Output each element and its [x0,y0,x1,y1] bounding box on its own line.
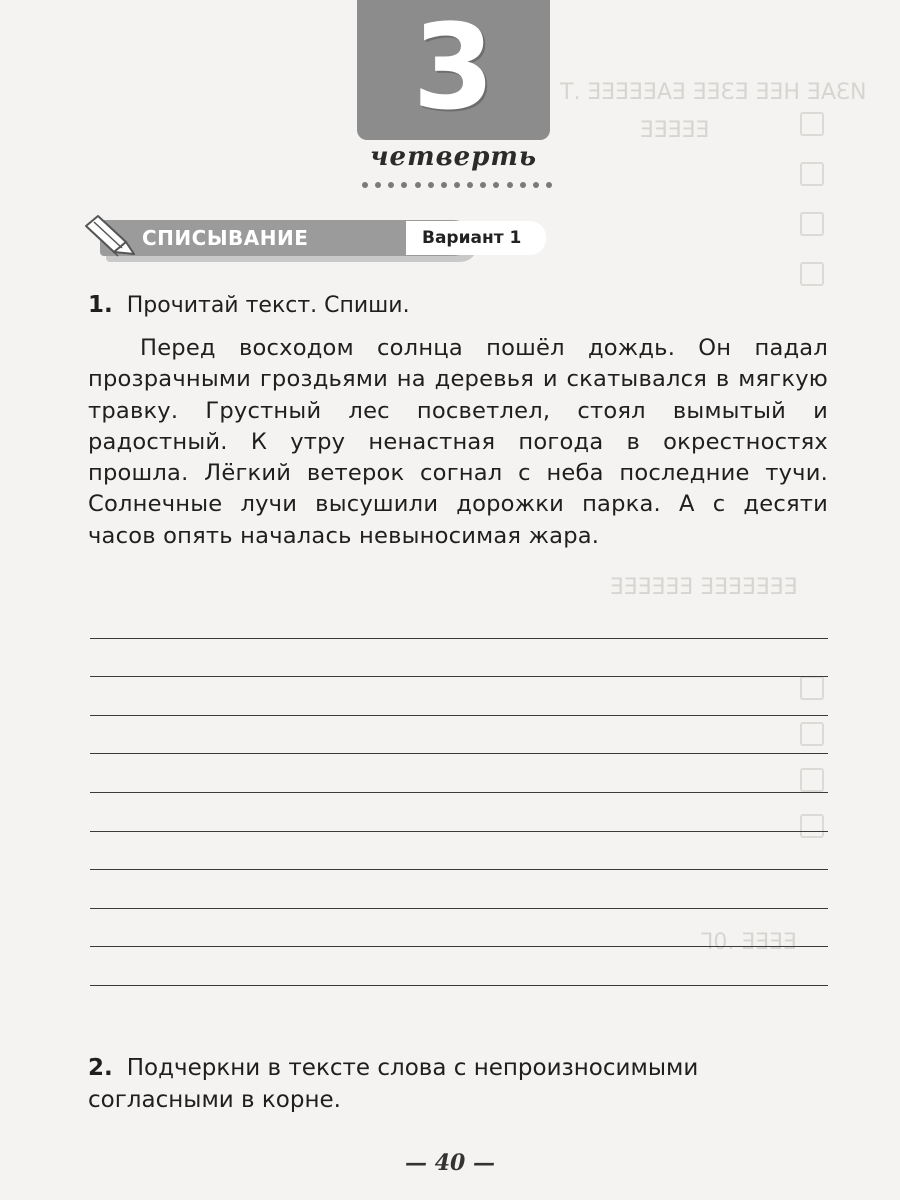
bleed-through-text: ЕЕЕЕЕЕЕ ЕЕЕЕЕЕ [610,575,798,600]
writing-lines[interactable] [90,600,828,986]
task-1 [88,290,828,321]
section-label: СПИСЫВАНИЕ [142,226,309,250]
task-instruction: Прочитай текст. Спиши. [126,293,410,318]
quarter-label: четверть [369,142,538,172]
bleed-through-checkbox [800,212,824,236]
writing-line[interactable] [90,677,828,716]
bleed-through-checkbox [800,162,824,186]
bleed-through-text: ЕЕЕЕЕ [640,118,710,143]
task-instruction: Подчеркни в тексте слова с непроизносимыми согласными в корне. [88,1055,699,1113]
writing-line[interactable] [90,639,828,678]
writing-line[interactable] [90,870,828,909]
quarter-badge [357,0,550,140]
task-number: 2. [88,1055,113,1081]
page-number: — 40 — [405,1150,495,1176]
bleed-through-checkbox [800,112,824,136]
pencil-icon [80,212,144,258]
bleed-through-text: ЕЕЕЕ .0Г [700,930,798,955]
decorative-dots [362,182,552,188]
section-banner [80,212,522,258]
bleed-through-text: ИЗАЕ НЕЕ ЕЗЕЕ ЕАЕЕЕЕЕ .Т [560,80,867,105]
writing-line[interactable] [90,716,828,755]
bleed-through-checkbox [800,262,824,286]
passage-text: Перед восходом солнца пошёл дождь. Он падал прозрачными гроздьями на деревья и скатывался в мягкую травку. Грустный лес посветлел, стоял вымытый и радостный. К утру ненастная погода в окрестностях прошла. Лёгкий ветерок согнал с неба последние тучи. Солнечные лучи высушили дорожки парка. А с десяти часов опять началась невыносимая жара. [88,335,828,549]
quarter-number: 3 [412,0,495,136]
task-2 [88,1052,828,1116]
writing-line[interactable] [90,947,828,986]
writing-line[interactable] [90,754,828,793]
writing-line[interactable] [90,600,828,639]
variant-label: Вариант 1 [406,221,546,255]
writing-line[interactable] [90,832,828,871]
task-number: 1. [88,292,113,318]
writing-line[interactable] [90,793,828,832]
writing-line[interactable] [90,909,828,948]
